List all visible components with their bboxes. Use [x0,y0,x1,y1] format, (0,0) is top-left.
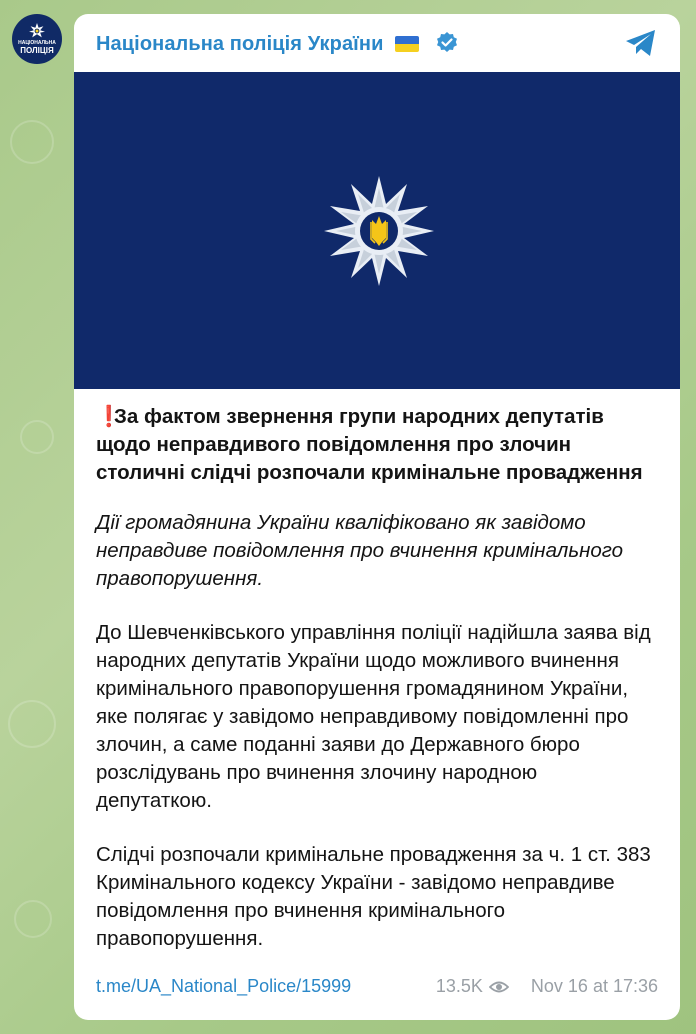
post-summary: Дії громадянина України кваліфіковано як завідомо неправдиве повідомлення про вчинення кримінального правопорушення. [96,511,624,590]
avatar-label-big: ПОЛІЦІЯ [20,46,54,55]
message-header [74,14,680,72]
message-timestamp: Nov 16 at 17:36 [530,976,658,996]
verified-badge-icon [435,31,459,55]
background-doodle [14,900,52,938]
message-footer [96,976,658,1000]
view-count: 13.5K [435,976,483,996]
post-headline [96,403,658,487]
police-star-icon [29,23,45,39]
background-doodle [8,700,56,748]
channel-name-text: Національна поліція України [96,33,384,55]
post-image[interactable] [74,72,680,389]
background-doodle [20,420,54,454]
post-link[interactable]: t.me/UA_National_Police/15999 [96,976,352,996]
message-meta [436,976,658,997]
post-paragraph-1: До Шевченківського управління поліції надійшла заява від народних депутатів України щодо можливого вчинення кримінального правопорушення громадянином України, яке полягає у завідомо неправдивому повідомленні про злочин, а саме поданні заяви до Державного бюро розслідувань про вчинення злочину народною депутаткою. [96,621,651,812]
channel-avatar[interactable] [12,14,62,64]
channel-title[interactable] [96,31,459,56]
post-headline-text: За фактом звернення групи народних депутатів щодо неправдивого повідомлення про злочин столичні слідчі розпочали кримінальне провадження [96,405,643,484]
message-body [74,389,680,953]
post-paragraph-2: Слідчі розпочали кримінальне провадження за ч. 1 ст. 383 Кримінального кодексу України - завідомо неправдиве повідомлення про вчинення кримінального правопорушення. [96,843,651,950]
message-card [74,14,680,1020]
background-doodle [10,120,54,164]
ukraine-flag-icon [395,36,419,52]
avatar-label-small: НАЦІОНАЛЬНА [18,40,56,46]
avatar-label [18,40,56,55]
eye-icon [489,980,509,994]
exclamation-mark-icon: ❗ [96,405,122,428]
telegram-share-icon[interactable] [624,28,658,58]
police-emblem-icon [324,176,434,286]
